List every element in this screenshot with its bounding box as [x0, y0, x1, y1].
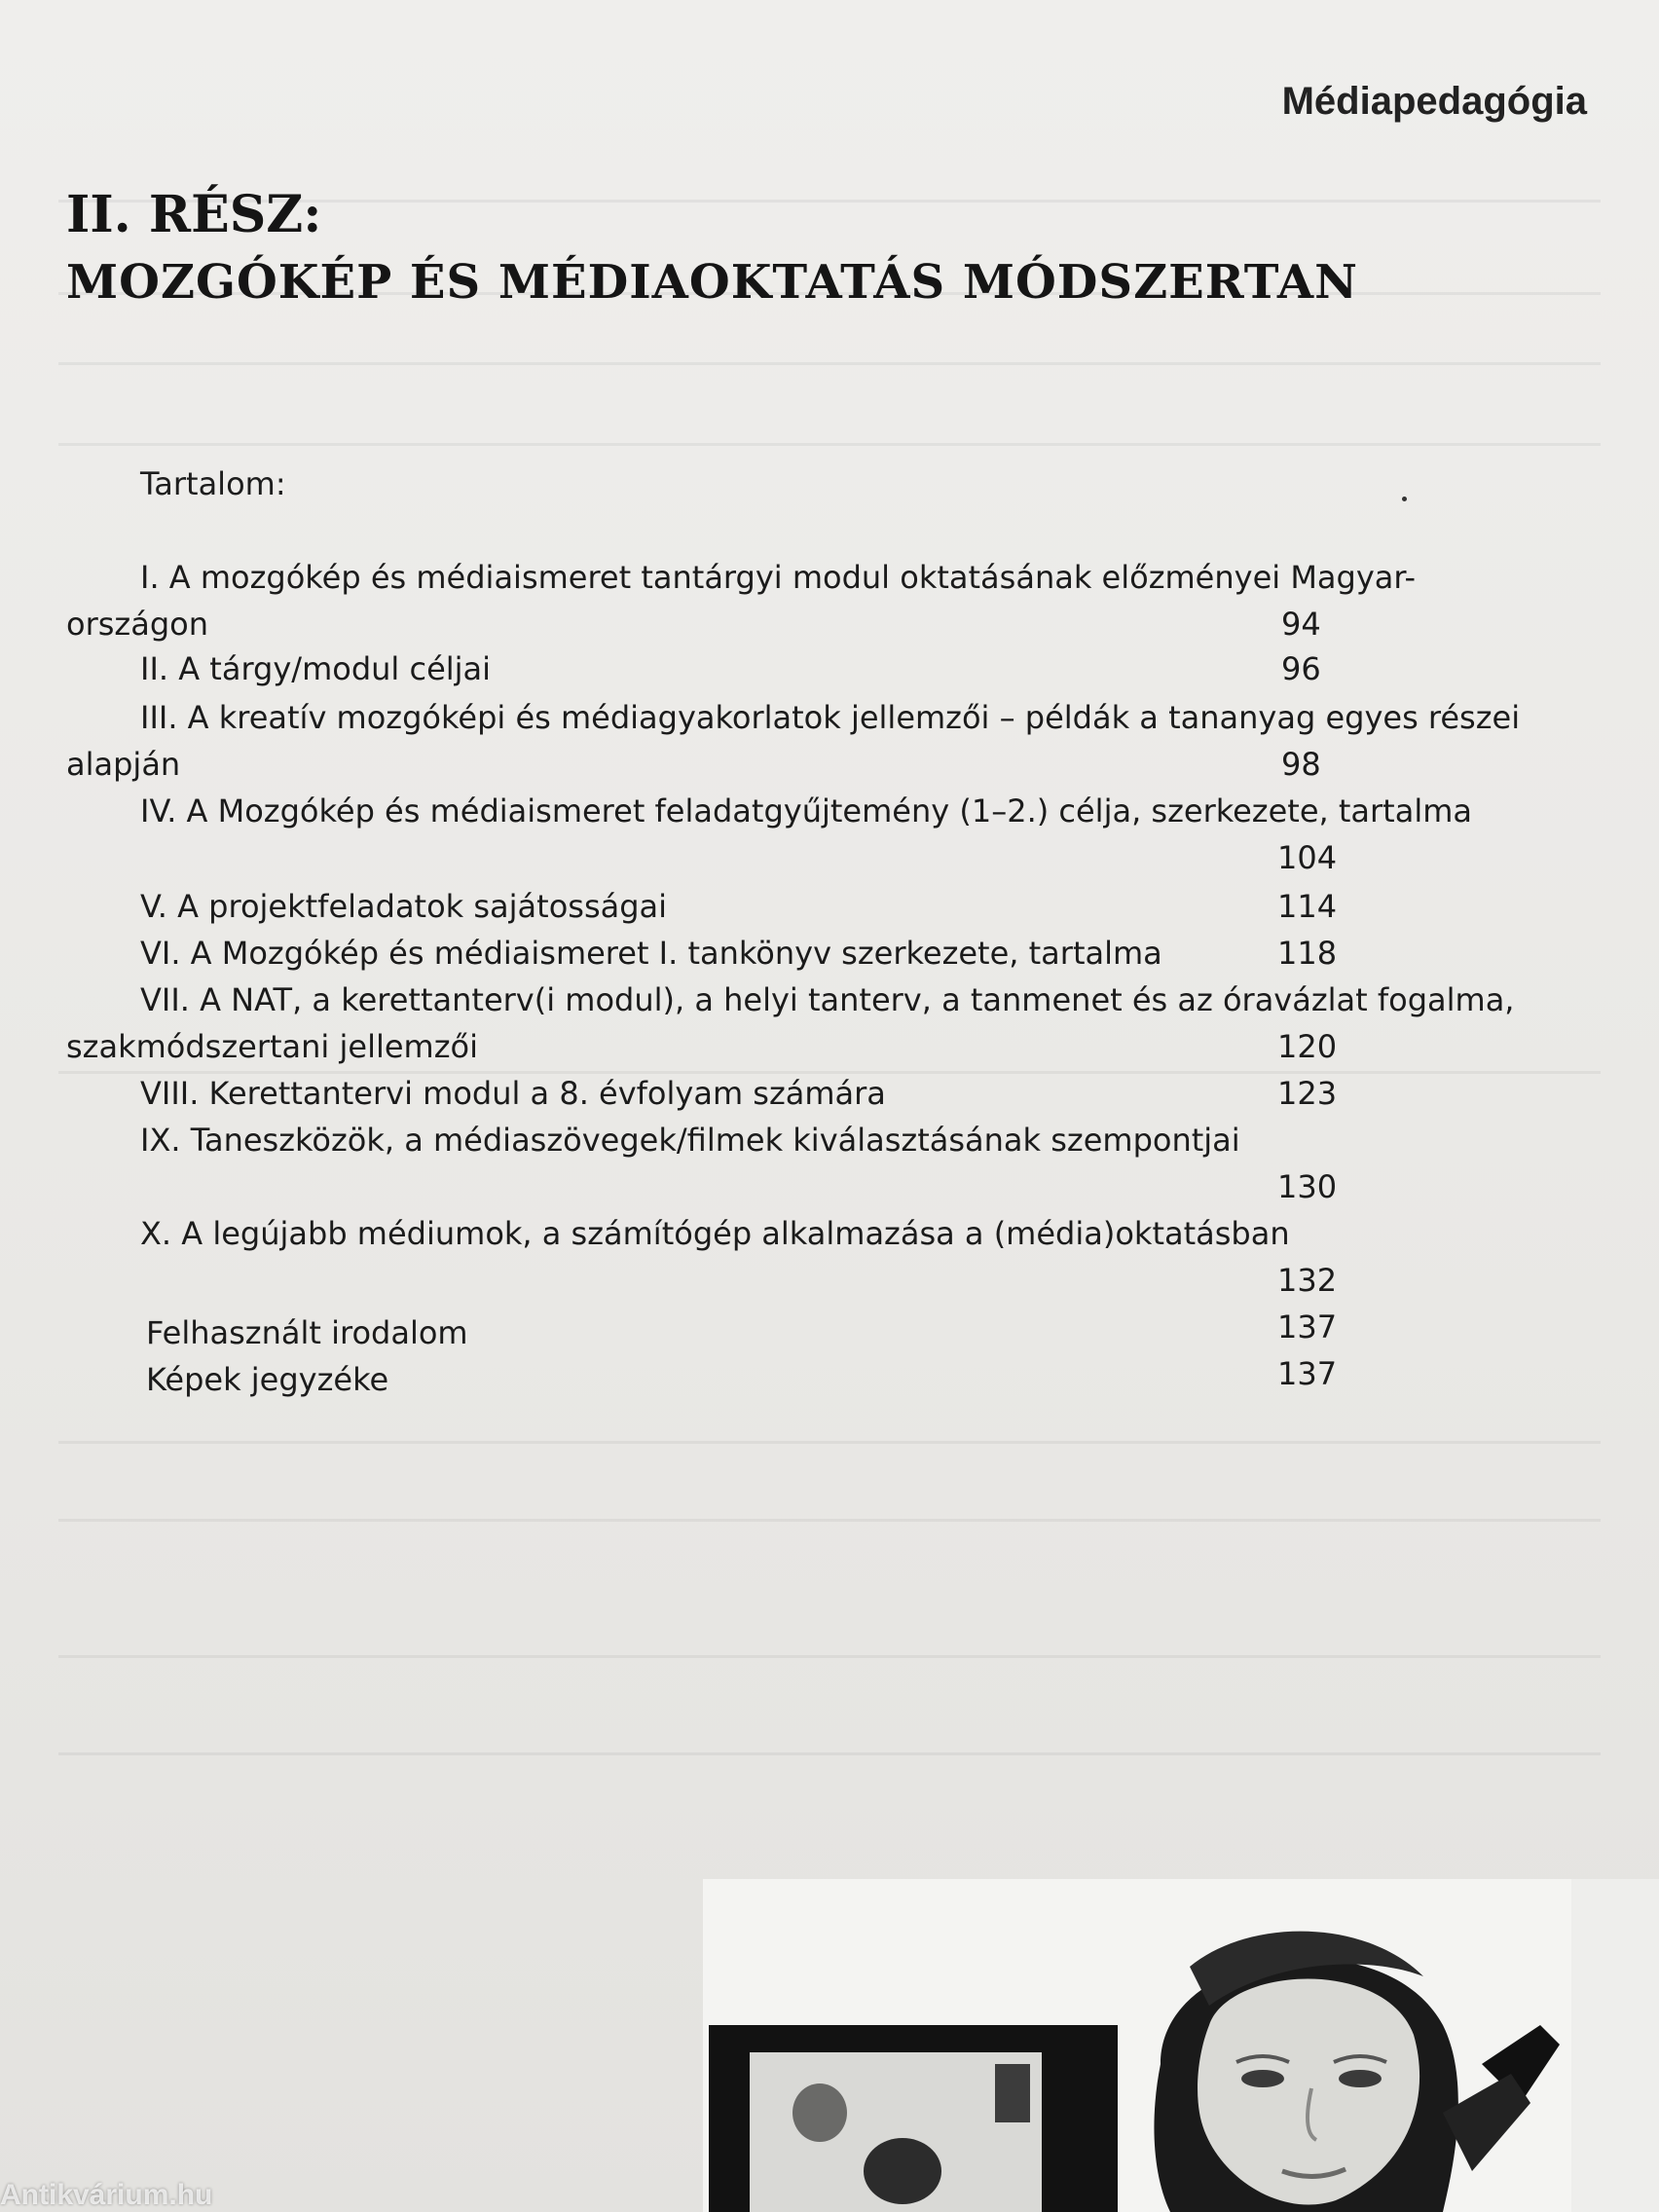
toc-entry-page: 98 — [1281, 746, 1321, 783]
toc-entry-page: 104 — [1277, 839, 1338, 876]
toc-entry-page: 123 — [1277, 1075, 1338, 1112]
toc-entry-text: III. A kreatív mozgóképi és médiagyakorlatok jellemzői – példák a tananyag egyes részei — [140, 699, 1521, 736]
toc-entry-page: 118 — [1277, 935, 1338, 972]
part-title-number: II. RÉSZ: — [66, 185, 322, 244]
toc-entry-continuation: országon — [66, 606, 208, 643]
toc-entry-text: IX. Taneszközök, a médiaszövegek/filmek kiválasztásának szempontjai — [140, 1122, 1240, 1159]
watermark-text: Antikvárium.hu — [0, 2179, 213, 2211]
part-title-heading: MOZGÓKÉP ÉS MÉDIAOKTATÁS MÓDSZERTAN — [66, 255, 1358, 310]
toc-entry-page: 132 — [1277, 1262, 1338, 1299]
bleed-through-line — [58, 1752, 1601, 1755]
toc-entry-text: I. A mozgókép és médiaismeret tantárgyi modul oktatásának előzményei Magyar- — [140, 559, 1417, 596]
running-head: Médiapedagógia — [1281, 80, 1587, 123]
bleed-through-line — [58, 1655, 1601, 1658]
toc-entry-text: V. A projektfeladatok sajátosságai — [140, 888, 668, 925]
toc-entry-page: 137 — [1277, 1355, 1338, 1392]
photo-illustration — [703, 1879, 1659, 2212]
toc-label: Tartalom: — [140, 465, 286, 502]
toc-entry-text: II. A tárgy/modul céljai — [140, 650, 492, 687]
toc-entry-text: Felhasznált irodalom — [146, 1314, 468, 1351]
toc-entry-text: IV. A Mozgókép és médiaismeret feladatgyűjtemény (1–2.) célja, szerkezete, tartalma — [140, 793, 1472, 830]
toc-entry-page: 94 — [1281, 606, 1321, 643]
toc-entry-page: 96 — [1281, 650, 1321, 687]
toc-entry-page: 130 — [1277, 1168, 1338, 1205]
bleed-through-line — [58, 362, 1601, 365]
bleed-through-line — [58, 1441, 1601, 1444]
toc-entry-text: VIII. Kerettantervi modul a 8. évfolyam számára — [140, 1075, 886, 1112]
toc-entry-page: 120 — [1277, 1028, 1338, 1065]
toc-entry-text: Képek jegyzéke — [146, 1361, 389, 1398]
bleed-through-line — [58, 443, 1601, 446]
photo-girl-with-screen — [703, 1879, 1659, 2212]
toc-entry-text: VI. A Mozgókép és médiaismeret I. tankönyv szerkezete, tartalma — [140, 935, 1162, 972]
toc-entry-text: VII. A NAT, a kerettanterv(i modul), a helyi tanterv, a tanmenet és az óravázlat fogalma, — [140, 981, 1515, 1018]
toc-entry-page: 137 — [1277, 1309, 1338, 1346]
bleed-through-line — [58, 1519, 1601, 1522]
toc-entry-text: X. A legújabb médiumok, a számítógép alkalmazása a (média)oktatásban — [140, 1215, 1290, 1252]
toc-entry-page: 114 — [1277, 888, 1338, 925]
bleed-through-line — [58, 1071, 1601, 1074]
toc-entry-continuation: alapján — [66, 746, 181, 783]
toc-entry-continuation: szakmódszertani jellemzői — [66, 1028, 478, 1065]
ink-speck — [1402, 497, 1407, 501]
